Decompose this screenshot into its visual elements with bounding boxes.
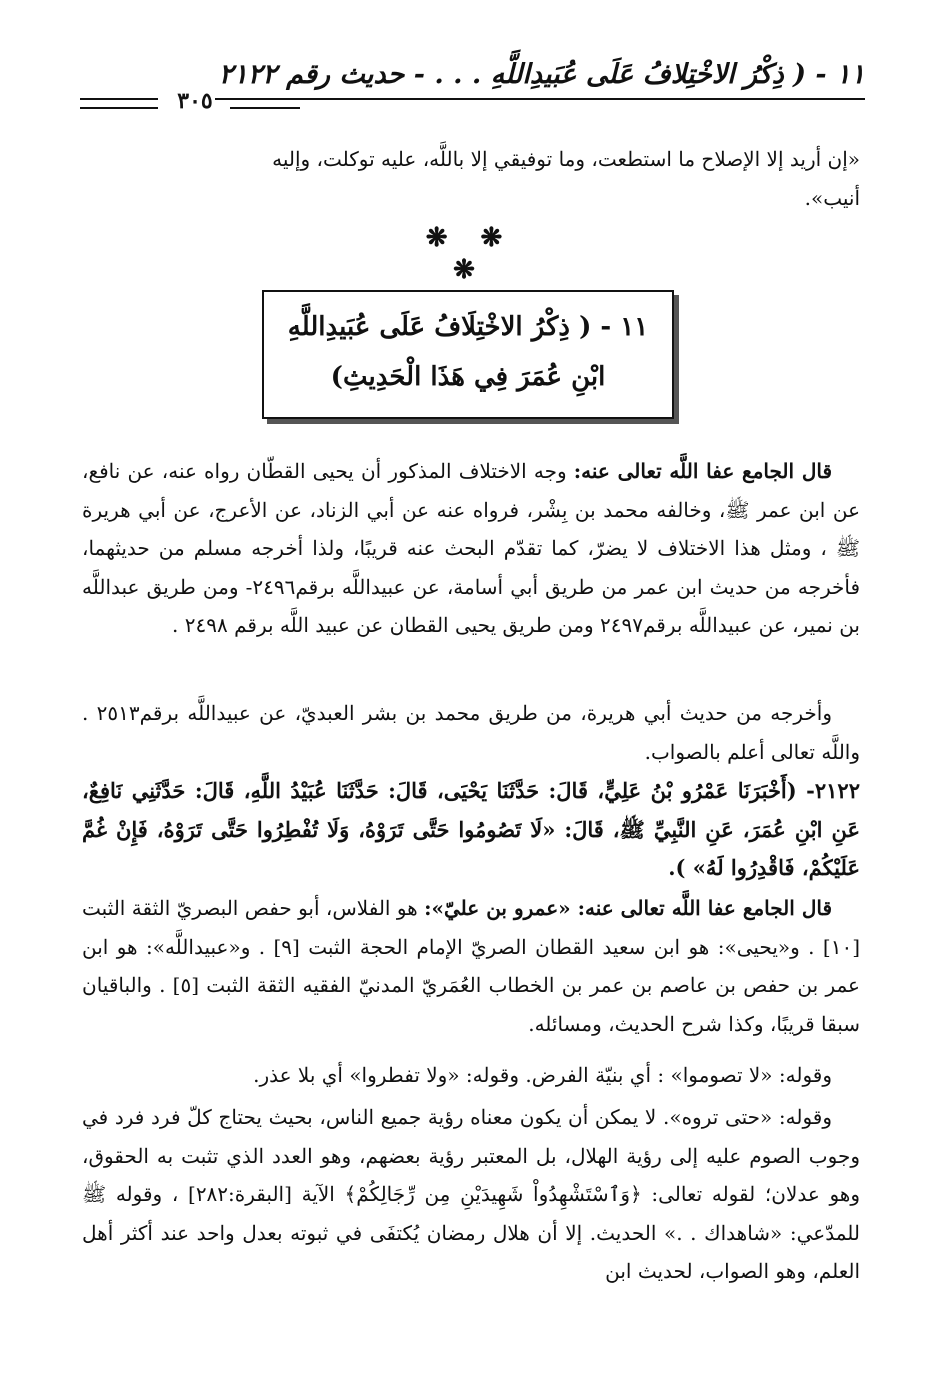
commentary-lead: قال الجامع عفا اللَّه تعالى عنه: «عمرو بن عليّ»:	[424, 896, 832, 920]
commentary-text: هو الفلاس، أبو حفص البصريّ الثقة الثبت [١٠] . و«يحيى»: هو ابن سعيد القطان الصريّ الإمام الحجة الثبت [٩] . و«عبيداللَّه»: هو ابن عمر بن حفص بن عاصم بن عمر بن الخطاب العُمَريّ المدنيّ الفقيه الثقة الثبت [٥] . والباقيان سبقا قريبًا، وكذا شرح الحديث، ومسائله.	[82, 896, 860, 1036]
commentary-paragraph-2	[82, 694, 860, 771]
page-number-rule-left	[80, 98, 158, 109]
header-rule	[215, 98, 865, 100]
commentary-paragraph-3	[82, 889, 860, 1043]
quote-line-2: أنيب».	[804, 185, 860, 210]
page-number-rule-right	[230, 98, 300, 109]
quote-paragraph	[82, 140, 860, 217]
commentary-text: وجه الاختلاف المذكور أن يحيى القطّان رواه عنه، عن نافع، عن ابن عمر ﷺ، وخالفه محمد بن بِشْر، فرواه عنه عن أبي الزناد، عن الأعرج، عن أبي هريرة ﷺ ، ومثل هذا الاختلاف لا يضرّ، كما تقدّم البحث عنه قريبًا، ولذا أخرجه مسلم من حديثهما، فأخرجه من حديث ابن عمر من طريق أبي أسامة، عن عبيداللَّه برقم٢٤٩٦- ومن طريق عبداللَّه بن نمير، عن عبيداللَّه برقم٢٤٩٧ ومن طريق يحيى القطان عن عبيد اللَّه برقم ٢٤٩٨ .	[82, 459, 861, 637]
commentary-text: وقوله: «لا تصوموا» : أي بنيّة الفرض. وقوله: «ولا تفطروا» أي بلا عذر.	[253, 1063, 832, 1087]
commentary-paragraph-1	[82, 452, 860, 645]
commentary-text: وأخرجه من حديث أبي هريرة، من طريق محمد بن بشر العبديّ، عن عبيداللَّه برقم٢٥١٣ . واللَّه تعالى أعلم بالصواب.	[82, 701, 860, 764]
commentary-paragraph-4	[82, 1056, 860, 1095]
chapter-title-line-1: ١١ - ( ذِكْرُ الاخْتِلَافُ عَلَى عُبَيدِاللَّهِ	[287, 312, 649, 342]
commentary-text: وقوله: «حتى تروه». لا يمكن أن يكون معناه رؤية جميع الناس، بحيث يحتاج كلّ فرد فرد في وجوب الصوم عليه إلى رؤية الهلال، بل المعتبر رؤية بعضهم، وهو العدد الذي تثبت به الحقوق، وهو عدلان؛ لقوله تعالى: ﴿وَٱسْتَشْهِدُواْ شَهِيدَيْنِ مِن رِّجَالِكُمْ﴾ الآية [البقرة:٢٨٢] ، وقوله ﷺ للمدّعي: «شاهداك . .» الحديث. إلا أن هلال رمضان يُكتفَى في ثبوته بعدل واحد عند أكثر أهل العلم، وهو الصواب، لحديث ابن	[82, 1105, 860, 1283]
running-title: ١١ - ( ذِكْرُ الاخْتِلافُ عَلَى عُبَيدِاللَّهِ . . . - حديث رقم ٢١٢٢	[218, 59, 865, 90]
chapter-title-box	[262, 290, 674, 419]
hadith-text: ٢١٢٢- (أَخْبَرَنَا عَمْرُو بْنُ عَلِيٍّ، قَالَ: حَدَّثَنَا يَحْيَى، قَالَ: حَدَّثَنَا عُبَيْدُ اللَّهِ، قَالَ: حَدَّثَنِي نَافِعٌ، عَنِ ابْنِ عُمَرَ، عَنِ النَّبِيِّ ﷺ، قَالَ: «لَا تَصُومُوا حَتَّى تَرَوْهُ، وَلَا تُفْطِرُوا حَتَّى تَرَوْهُ، فَإِنْ غُمَّ عَلَيْكُمْ، فَاقْدِرُوا لَهُ» ).	[82, 778, 860, 880]
page-number: ٣٠٥	[177, 88, 213, 114]
commentary-paragraph-5	[82, 1098, 860, 1291]
page-number-block	[80, 86, 290, 116]
section-separator-stars: ❋ ❋ ❋	[425, 223, 515, 285]
chapter-title-line-2: ابْنِ عُمَرَ فِي هَذَا الْحَدِيثِ)	[330, 362, 606, 392]
commentary-lead: قال الجامع عفا اللَّه تعالى عنه:	[573, 459, 832, 483]
quote-line-1: «إن أريد إلا الإصلاح ما استطعت، وما توفيقي إلا باللَّه، عليه توكلت، وإليه	[272, 147, 860, 171]
